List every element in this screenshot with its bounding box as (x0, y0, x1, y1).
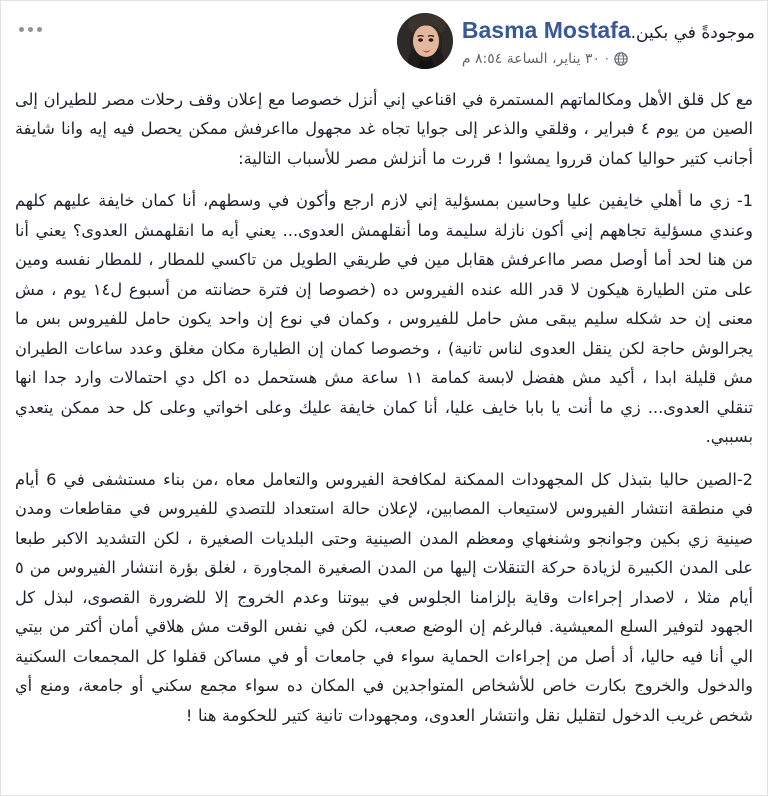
author-text-block (462, 13, 759, 68)
post-paragraph-2: 1- زي ما أهلي خايفين عليا وحاسين بمسؤلية إني لازم ارجع وأكون في وسطهم، أنا كمان خايفة عليهم كلهم وعندي مسؤلية تجاههم إني أكون نازلة سليمة وما أنقلهمش العدوى... يعني أيه ما انقلهمش العدوى؟ يعني أنا من هنا لحد أما أوصل مصر مااعرفش هقابل مين في طريقي الطويل من تاكسي للمطار ، للمطار نفسه ومين على متن الطيارة هيكون لا قدر الله عنده الفيروس ده (خصوصا إن فترة حضانته من أسبوع ل١٤ يوم ، مش معنى إن حد شكله سليم يبقى مش حامل للفيروس ، وكمان في نوع إن واحد يكون حامل للفيروس بس ما يجرالوش حاجة لكن ينقل العدوى لناس تانية) ، وخصوصا كمان إن الطيارة مكان مغلق وعدد ساعات الطيران مش قليلة ابدا ، أكيد مش هفضل لابسة كمامة ١١ ساعة مش هستحمل ده اكل دي احتمالات وارد جدا انها تنقلي العدوى... زي ما أنت يا بابا خايف عليا، أنا كمان خايفة عليك وعلى اخواتي وعلى كل حد ممكن يتعدي بسببي. (15, 191, 753, 447)
dot (28, 27, 33, 32)
post-paragraph-1: مع كل قلق الأهل ومكالماتهم المستمرة في اقناعي إني أنزل خصوصا مع إعلان وقف رحلات مصر للطيران إلى الصين من يوم ٤ فبراير ، وقلقي والذعر إلى جوايا تجاه غد مجهول مااعرفش ممكن يحصل فيه إيه وانا شايفة أجانب كتير حواليا كمان قرروا يمشوا ! قررت ما أنزلش مصر للأسباب التالية: (15, 90, 753, 168)
dot (19, 27, 24, 32)
post-subtitle: موجودةً في بكين. (630, 23, 755, 43)
meta-separator: · (605, 51, 609, 66)
post-header (1, 1, 767, 79)
post-timestamp[interactable]: ٣٠ يناير، الساعة ٨:٥٤ م (461, 50, 601, 67)
avatar[interactable] (397, 13, 453, 69)
post-author-block (397, 13, 759, 69)
dot (37, 27, 42, 32)
post-meta (462, 51, 759, 69)
author-name-line (462, 16, 759, 46)
author-name[interactable]: Basma Mostafa (461, 17, 631, 43)
globe-public-icon[interactable] (614, 52, 628, 66)
post-body (1, 79, 767, 795)
post-paragraph-3: 2-الصين حاليا بتبذل كل المجهودات الممكنة لمكافحة الفيروس والتعامل معاه ،من بناء مستشفى في 6 أيام في منطقة انتشار الفيروس لاستيعاب المصابين، لإعلان حالة استعداد للتصدي للفيروس في مقاطعات ومدن صينية زي بكين وجوانجو وشنغهاي ومعظم المدن الصينية وحتى البلديات الصغيرة ، لكن التشديد الاكبر طبعا على المدن الكبيرة لزيادة حركة التنقلات إليها من المدن الصغيرة المجاورة ، لغلق بؤرة انتشار الفيروس من ٥ أيام مثلا ، لاصدار إجراءات وقاية بإلزامنا الجلوس في بيوتنا وعدم الخروج إلا للضرورة القصوى، لبذل كل الجهود لتوفير السلع المعيشية. فبالرغم إن الوضع صعب، لكن في نفس الوقت مش هلاقي أمان أكتر من بيتي الي أنا فيه حاليا، أد أصل من إجراءات الحماية سواء في جامعات أو في مساكن قفلوا كل المجمعات السكنية والدخول والخروج بكارت خاص للأشخاص المتواجدين في المكان ده سواء مجمع سكني أو جامعة، ومنع أي شخص غريب الدخول لتقليل نقل وانتشار العدوى، ومجهودات تانية كتير للحكومة هنا ! (15, 469, 753, 725)
more-options-dots-icon[interactable] (19, 27, 42, 32)
